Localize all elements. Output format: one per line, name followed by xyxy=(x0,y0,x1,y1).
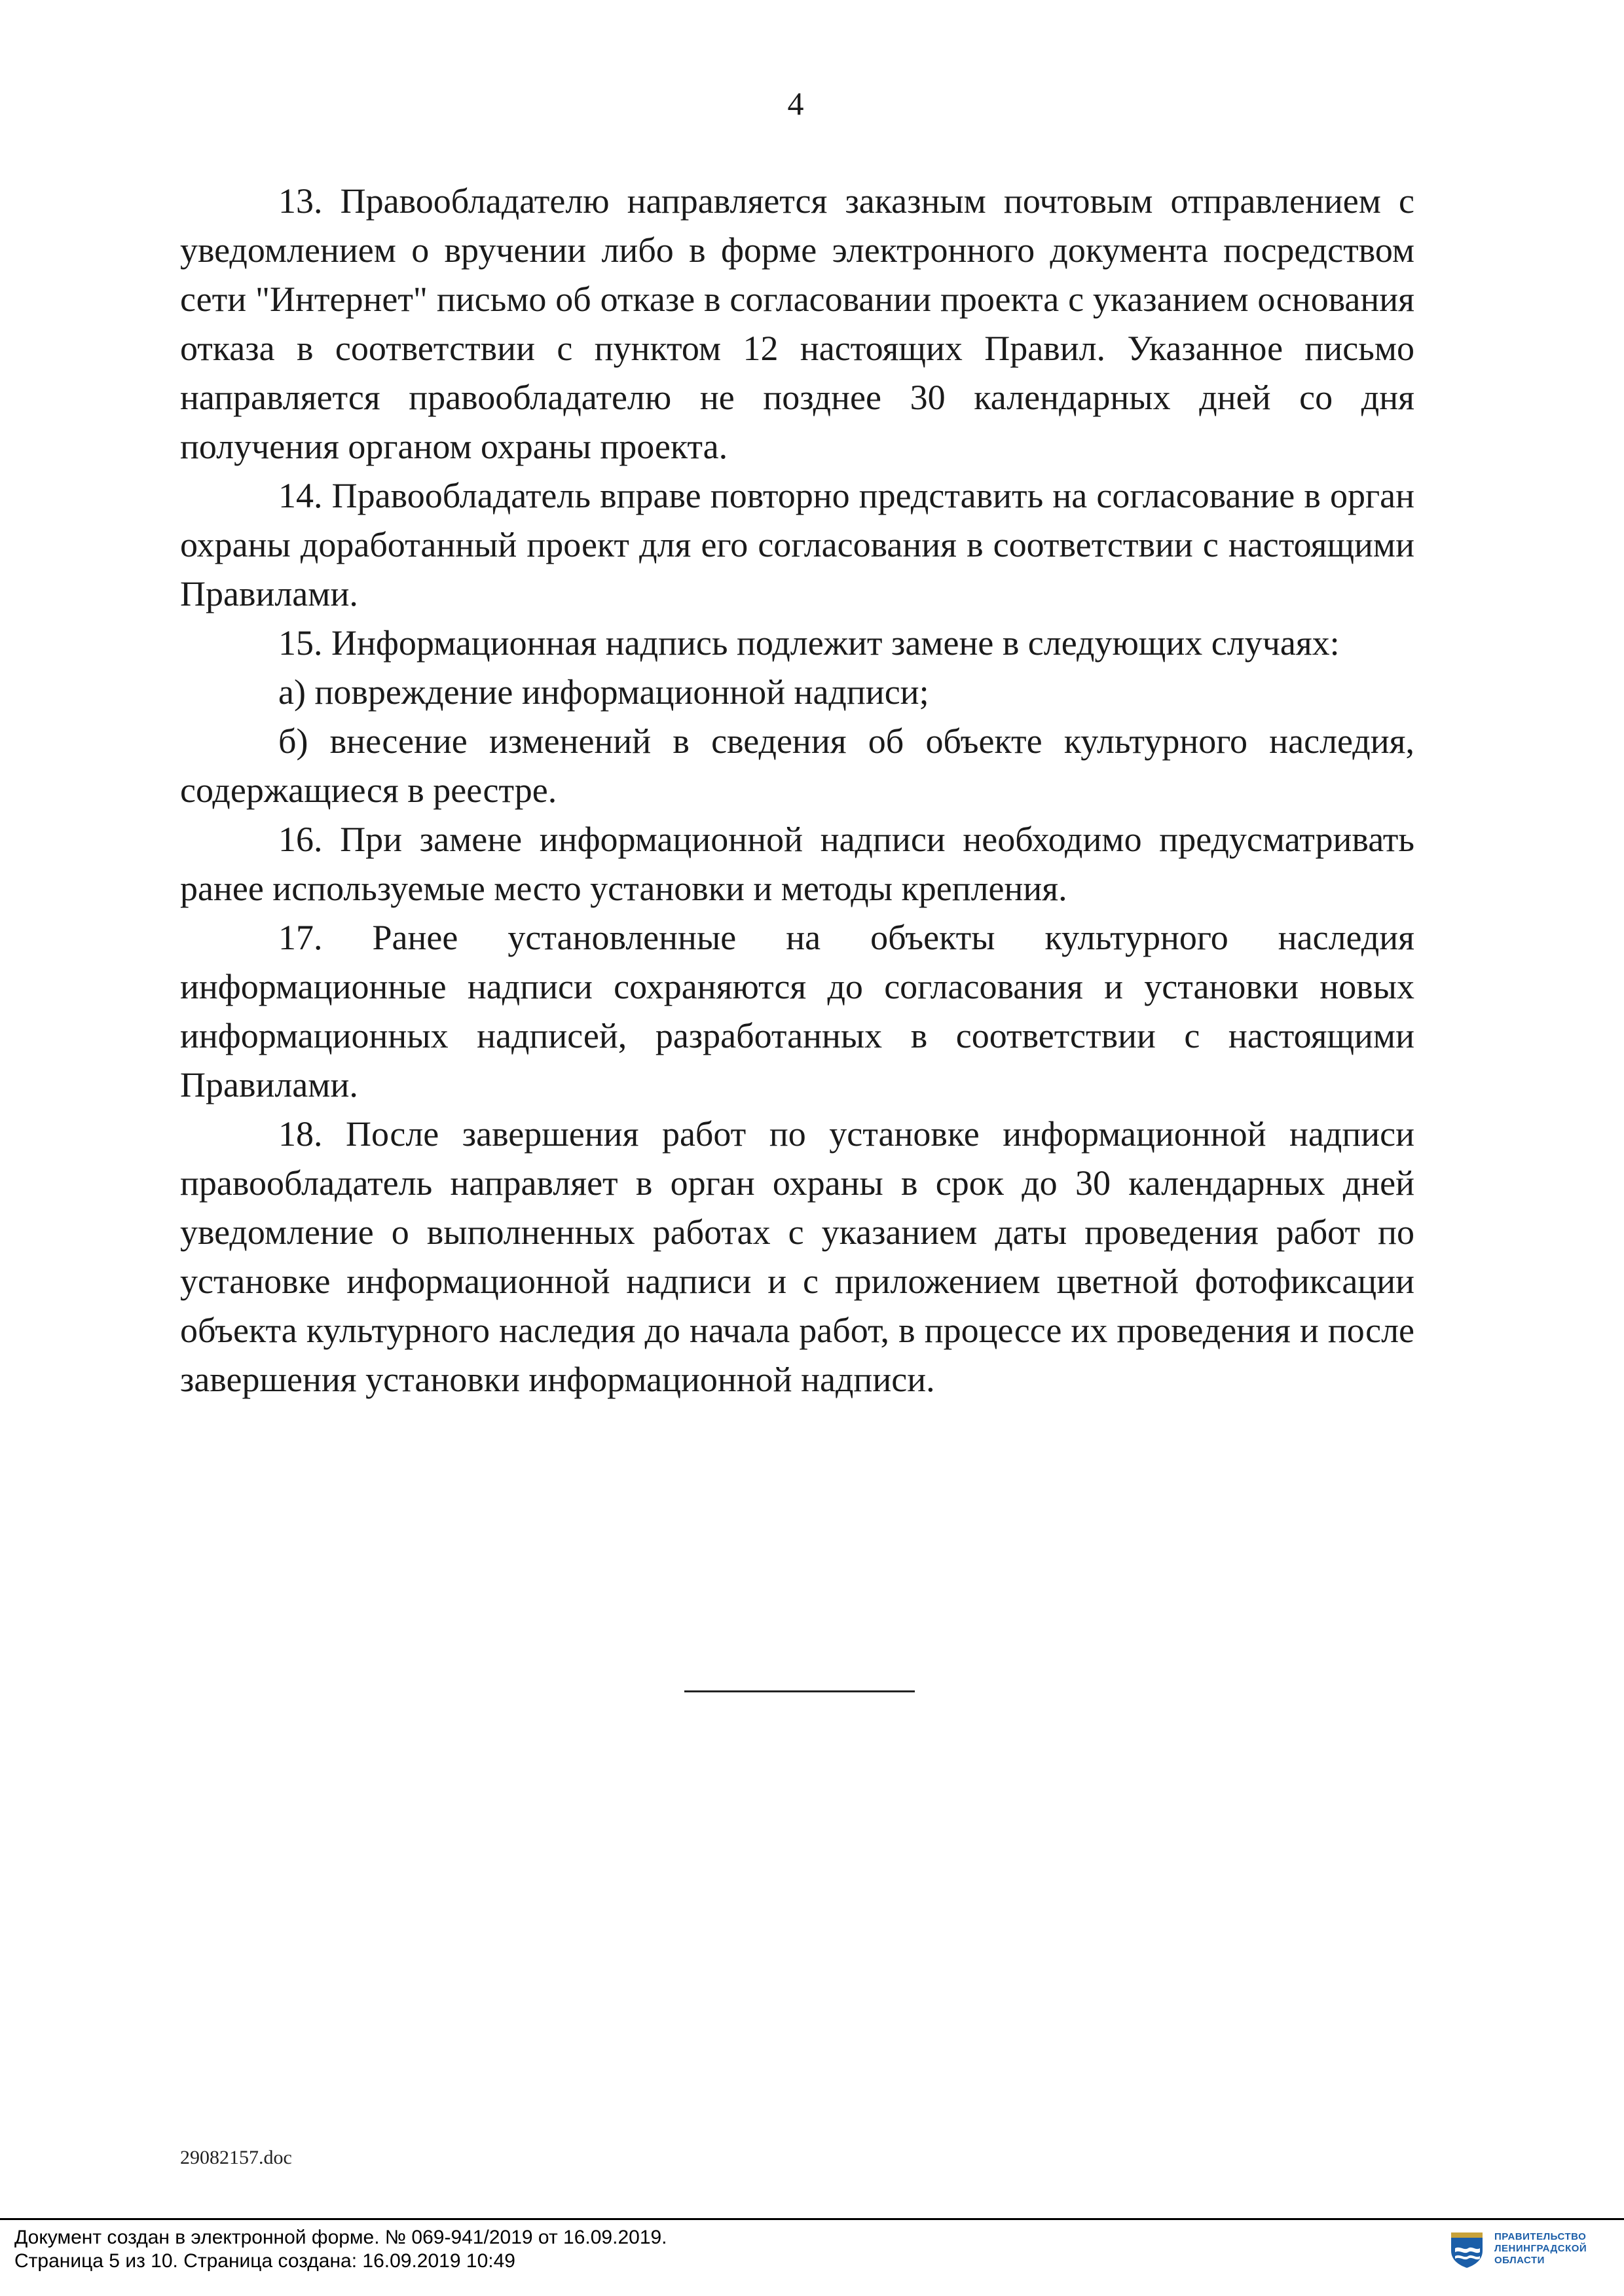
government-logo xyxy=(1449,2229,1587,2269)
paragraph-17: 17. Ранее установленные на объекты культурного наследия информационные надписи сохраняются до согласования и установки новых информационных надписей, разработанных в соответствии с настоящими Правилами. xyxy=(180,918,1414,1104)
footer-page-info: Страница 5 из 10. Страница создана: 16.09.2019 10:49 xyxy=(14,2250,515,2272)
paragraph-15: 15. Информационная надпись подлежит замене в следующих случаях: xyxy=(278,623,1340,663)
logo-line-3: ОБЛАСТИ xyxy=(1494,2255,1545,2266)
logo-line-2: ЛЕНИНГРАДСКОЙ xyxy=(1494,2243,1587,2254)
document-body xyxy=(180,177,1414,1404)
list-item-a: а) повреждение информационной надписи; xyxy=(278,672,929,712)
paragraph-13: 13. Правообладателю направляется заказным почтовым отправлением с уведомлением о вручении либо в форме электронного документа посредством сети "Интернет" письмо об отказе в согласовании проекта с указанием основания отказа в соответствии с пунктом 12 настоящих Правил. Указанное письмо направляется правообладателю не позднее 30 календарных дней со дня получения органом охраны проекта. xyxy=(180,181,1414,466)
logo-line-1: ПРАВИТЕЛЬСТВО xyxy=(1494,2231,1587,2242)
footer-stamp xyxy=(14,2226,667,2273)
list-item-b: б) внесение изменений в сведения об объекте культурного наследия, содержащиеся в реестре. xyxy=(180,721,1414,810)
document-file-code: 29082157.doc xyxy=(180,2147,292,2168)
paragraph-16: 16. При замене информационной надписи необходимо предусматривать ранее используемые место установки и методы крепления. xyxy=(180,820,1414,908)
logo-caption xyxy=(1494,2231,1587,2267)
end-separator-line xyxy=(684,1690,915,1692)
paragraph-18: 18. После завершения работ по установке информационной надписи правообладатель направляет в орган охраны в срок до 30 календарных дней уведомление о выполненных работах с указанием даты проведения работ по установке информационной надписи и с приложением цветной фотофиксации объекта культурного наследия до начала работ, в процессе их проведения и после завершения установки информационной надписи. xyxy=(180,1114,1414,1399)
page-number: 4 xyxy=(787,85,804,122)
leningrad-region-emblem-icon xyxy=(1449,2229,1485,2269)
footer-document-info: Документ создан в электронной форме. № 069-941/2019 от 16.09.2019. xyxy=(14,2227,667,2248)
paragraph-14: 14. Правообладатель вправе повторно представить на согласование в орган охраны доработанный проект для его согласования в соответствии с настоящими Правилами. xyxy=(180,476,1414,613)
footer-divider xyxy=(0,2218,1624,2220)
